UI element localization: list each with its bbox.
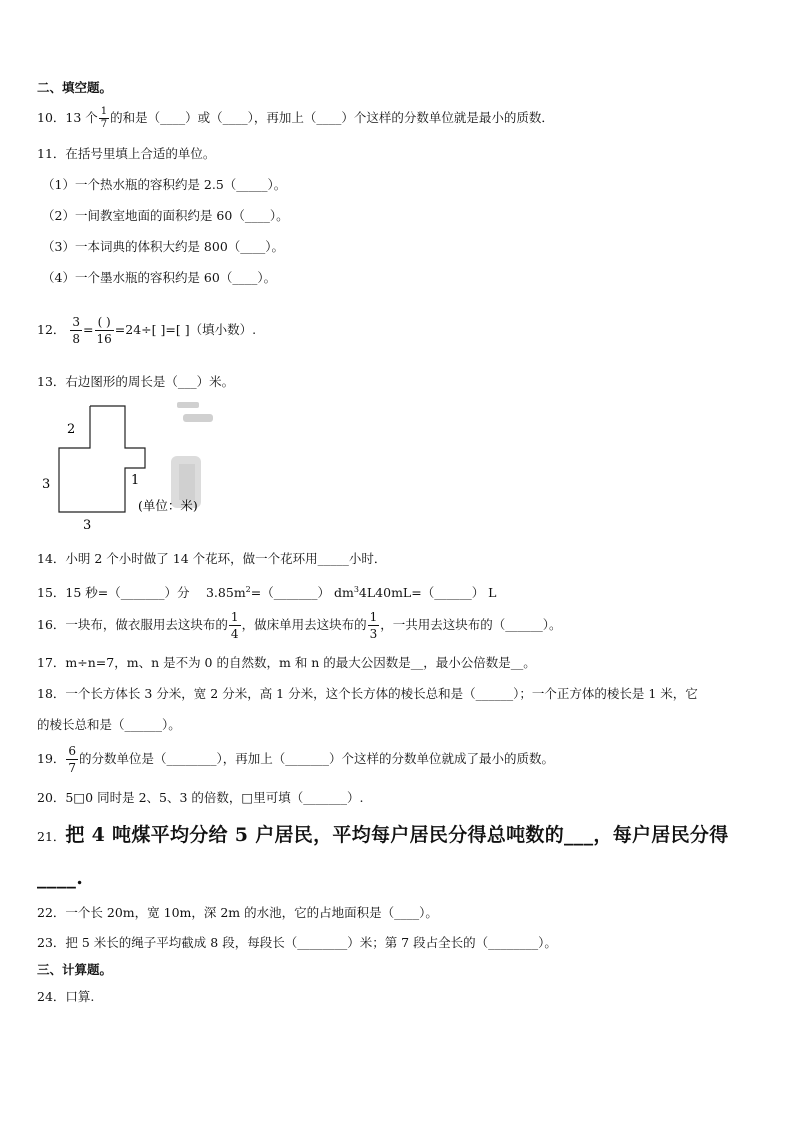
q12-fraction-1: $\frac{3}{8}$ [72, 315, 81, 346]
question-17: 17．m÷n=7，m、n 是不为 0 的自然数，m 和 n 的最大公因数是__，最小公倍数是__。 [37, 655, 536, 670]
q16-fraction-2: $\frac{1}{3}$ [369, 610, 378, 641]
q19-text: 的分数单位是（________），再加上（_______）个这样的分数单位就成了最小的质数。 [79, 751, 555, 766]
watermark-decoration [171, 402, 213, 508]
question-19 [37, 745, 554, 774]
q15-sup-3: 3 [353, 585, 359, 594]
q16-text-b: ，做床单用去这块布的 [241, 617, 367, 632]
question-11-item-3: （3）一本词典的体积大约是 800（____）。 [42, 239, 285, 254]
question-22: 22．一个长 20m，宽 10m，深 2m 的水池，它的占地面积是（____）。 [37, 905, 438, 920]
label-step: 1 [131, 473, 140, 488]
label-bottom: 3 [83, 518, 92, 530]
q12-text: =24÷[ ]=[ ]（填小数）. [114, 322, 257, 337]
question-16 [37, 611, 561, 640]
question-11-item-4: （4）一个墨水瓶的容积约是 60（____）。 [42, 270, 277, 285]
question-14: 14．小明 2 个小时做了 14 个花环，做一个花环用_____小时． [37, 551, 387, 566]
section-heading-fill-blank: 二、填空题。 [37, 80, 113, 95]
q12-equals: = [83, 322, 94, 337]
question-13: 13．右边图形的周长是（___）米。 [37, 374, 235, 389]
q15-sup-2: 2 [245, 585, 251, 594]
q16-text-a: 16．一块布，做衣服用去这块布的 [37, 617, 228, 632]
section-heading-calculation: 三、计算题。 [37, 962, 113, 977]
q10-fraction: $\frac{1}{7}$ [100, 106, 108, 130]
perimeter-figure [35, 400, 225, 530]
q12-fraction-2: $\frac{( )}{16}$ [96, 315, 112, 346]
unit-label: (单位：米) [138, 498, 198, 513]
q10-text-b: 的和是（____）或（____），再加上（____）个这样的分数单位就是最小的质数． [110, 110, 554, 125]
question-21-line-1 [37, 823, 729, 847]
q21-number: 21． [37, 829, 66, 844]
question-18-line-1: 18．一个长方体长 3 分米，宽 2 分米，高 1 分米，这个长方体的棱长总和是（______）；一个正方体的棱长是 1 米，它 [37, 686, 698, 701]
q16-fraction-1: $\frac{1}{4}$ [230, 610, 239, 641]
question-11-item-1: （1）一个热水瓶的容积约是 2.5（_____）。 [42, 177, 287, 192]
q10-text-a: 10．13 个 [37, 110, 98, 125]
q16-text-c: ，一共用去这块布的（______）。 [380, 617, 562, 632]
question-24: 24．口算. [37, 989, 95, 1004]
question-23: 23．把 5 米长的绳子平均截成 8 段，每段长（________）米；第 7 段占全长的（________）。 [37, 935, 557, 950]
q15-text-a: 15．15 秒=（_______）分 3.85m [37, 585, 246, 601]
q12-number: 12． [37, 322, 66, 337]
label-top-left: 2 [67, 422, 76, 437]
question-12 [37, 316, 256, 345]
q19-fraction: $\frac{6}{7}$ [68, 744, 77, 775]
q19-number: 19． [37, 751, 66, 766]
question-11-stem: 11．在括号里填上合适的单位。 [37, 146, 216, 161]
q15-text-b: =（_______） dm [250, 585, 354, 601]
question-15 [37, 582, 496, 601]
label-left: 3 [42, 477, 51, 492]
question-21-line-2: ____. [37, 867, 84, 889]
question-20: 20．5□0 同时是 2、5、3 的倍数，□里可填（_______）. [37, 790, 364, 805]
question-10 [37, 107, 554, 130]
q21-text-line-1: 把 4 吨煤平均分给 5 户居民，平均每户居民分得总吨数的___，每户居民分得 [65, 824, 729, 846]
question-18-line-2: 的棱长总和是（______）。 [37, 717, 181, 732]
q15-text-c: 4L40mL=（______） L [358, 585, 497, 601]
question-11-item-2: （2）一间教室地面的面积约是 60（____）。 [42, 208, 289, 223]
